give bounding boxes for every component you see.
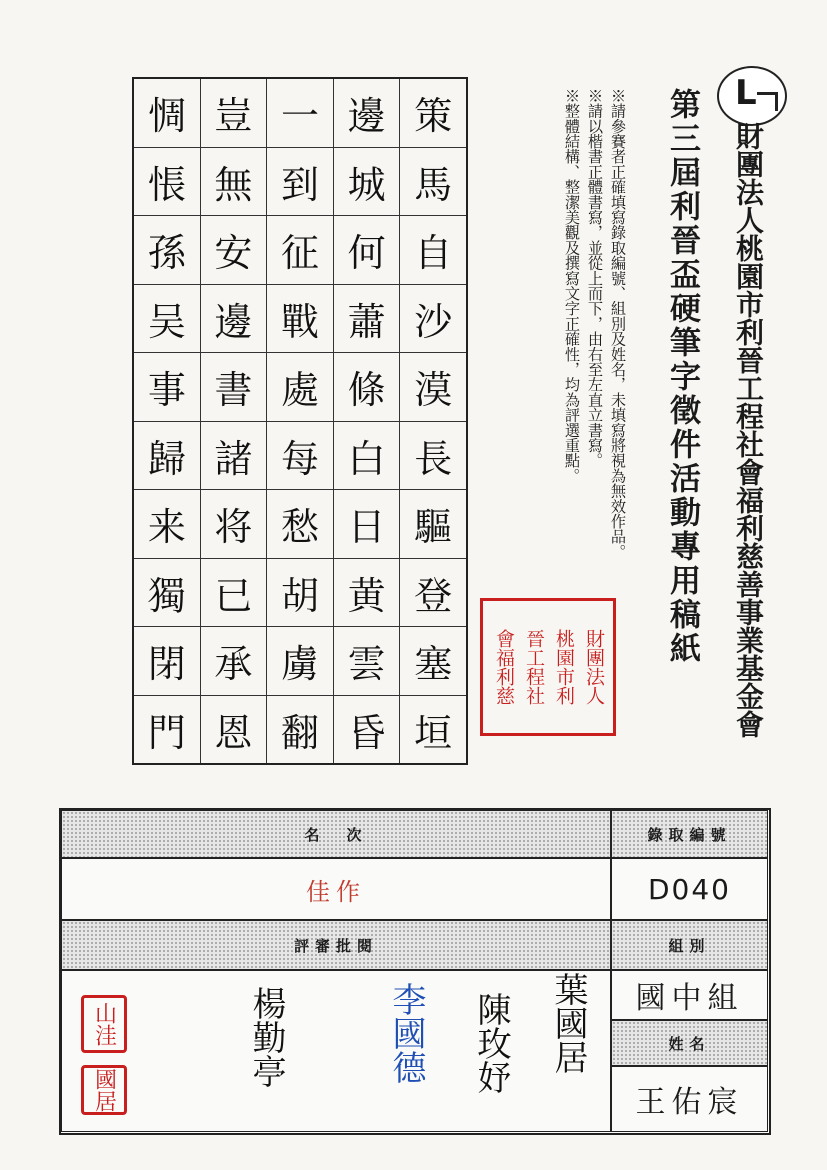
grid-column <box>333 79 400 763</box>
grid-cell: 到 <box>267 148 333 217</box>
evaluation-form <box>59 808 771 1135</box>
grid-cell: 處 <box>267 353 333 422</box>
grid-cell: 自 <box>400 216 466 285</box>
grid-cell: 吴 <box>134 285 200 354</box>
grid-cell: 每 <box>267 422 333 491</box>
grid-cell: 何 <box>334 216 400 285</box>
name-value: 王佑宸 <box>635 1085 744 1120</box>
grid-cell: 惆 <box>134 79 200 148</box>
grid-cell: 雲 <box>334 627 400 696</box>
grid-cell: 垣 <box>414 710 453 755</box>
reviewer-signature: 楊勤亭 <box>246 986 286 1088</box>
grid-cell: 條 <box>334 353 400 422</box>
name-value-cell <box>611 1066 768 1132</box>
grid-cell: 戰 <box>267 285 333 354</box>
logo-letter: L <box>735 73 757 113</box>
foundation-logo <box>717 66 787 126</box>
seal-column: 桃園市利 <box>553 629 575 705</box>
group-label: 組別 <box>611 920 768 970</box>
foundation-seal <box>480 598 616 736</box>
grid-cell: 黄 <box>334 559 400 628</box>
grid-cell: 来 <box>134 490 200 559</box>
grid-column <box>399 79 466 763</box>
grid-cell: 書 <box>201 353 267 422</box>
grid-cell: 豈 <box>201 79 267 148</box>
grid-cell: 征 <box>267 216 333 285</box>
group-value: 國中組 <box>635 981 744 1016</box>
grid-cell: 邊 <box>334 79 400 148</box>
grid-cell: 将 <box>201 490 267 559</box>
grid-column <box>134 79 200 763</box>
grid-cell: 閉 <box>134 627 200 696</box>
grid-cell: 獨 <box>134 559 200 628</box>
grid-cell: 昏 <box>347 710 386 755</box>
seal-column: 會福利慈 <box>493 629 515 705</box>
name-label: 姓名 <box>611 1020 768 1066</box>
rank-value-cell <box>61 858 611 920</box>
grid-column <box>200 79 267 763</box>
grid-cell: 悵 <box>134 148 200 217</box>
grid-cell: 蕭 <box>334 285 400 354</box>
grid-cell: 安 <box>201 216 267 285</box>
admission-value: D040 <box>647 872 731 906</box>
grid-cell: 門 <box>147 710 186 755</box>
reviewer-signature: 葉國居 <box>548 972 588 1074</box>
grid-cell: 城 <box>334 148 400 217</box>
rank-value: 佳作 <box>306 877 366 906</box>
seal-column: 財團法人 <box>583 629 605 705</box>
grid-cell: 已 <box>201 559 267 628</box>
seal-column: 晉工程社 <box>523 629 545 705</box>
grid-cell: 翻 <box>281 710 320 755</box>
writing-grid <box>132 77 468 765</box>
signature-area <box>61 970 611 1132</box>
reviewer-seal: 國居 <box>81 1065 127 1115</box>
grid-cell: 白 <box>334 422 400 491</box>
instruction-2: ※請以楷書正體書寫，並從上而下，由右至左直立書寫。 <box>586 88 604 468</box>
grid-cell: 策 <box>400 79 466 148</box>
grid-cell: 歸 <box>134 422 200 491</box>
group-value-cell <box>611 970 768 1020</box>
grid-cell: 登 <box>400 559 466 628</box>
grid-cell: 驅 <box>400 490 466 559</box>
grid-cell: 虜 <box>267 627 333 696</box>
instruction-3: ※整體結構、整潔美觀及撰寫文字正確性，均為評選重點。 <box>563 88 581 484</box>
grid-cell: 日 <box>334 490 400 559</box>
instruction-1: ※請參賽者正確填寫錄取編號、組別及姓名，未填寫將視為無效作品。 <box>609 88 627 560</box>
grid-cell: 一 <box>267 79 333 148</box>
reviewer-seal: 山洼 <box>81 995 127 1053</box>
foundation-name: 財團法人桃園市利晉工程社會福利慈善事業基金會 <box>732 122 765 738</box>
grid-cell: 馬 <box>400 148 466 217</box>
grid-cell: 事 <box>134 353 200 422</box>
grid-cell: 邊 <box>201 285 267 354</box>
instructions <box>560 88 629 608</box>
grid-cell: 愁 <box>267 490 333 559</box>
grid-cell: 塞 <box>400 627 466 696</box>
grid-cell: 沙 <box>400 285 466 354</box>
grid-cell: 諸 <box>201 422 267 491</box>
grid-cell: 長 <box>400 422 466 491</box>
admission-value-cell <box>611 858 768 920</box>
admission-label: 錄取編號 <box>611 810 768 858</box>
grid-cell: 恩 <box>214 710 253 755</box>
page-title: 第三屆利晉盃硬筆字徵件活動專用稿紙 <box>664 88 700 666</box>
grid-cell: 無 <box>201 148 267 217</box>
reviewer-signature: 李國德 <box>386 982 426 1084</box>
review-label: 評審批閱 <box>61 920 611 970</box>
grid-cell: 漠 <box>400 353 466 422</box>
reviewer-signature: 陳玫妤 <box>471 992 511 1094</box>
grid-column <box>266 79 333 763</box>
rank-label: 名 次 <box>61 810 611 858</box>
grid-cell: 胡 <box>267 559 333 628</box>
logo-stairs-icon <box>757 92 778 111</box>
grid-cell: 承 <box>201 627 267 696</box>
grid-cell: 孫 <box>134 216 200 285</box>
